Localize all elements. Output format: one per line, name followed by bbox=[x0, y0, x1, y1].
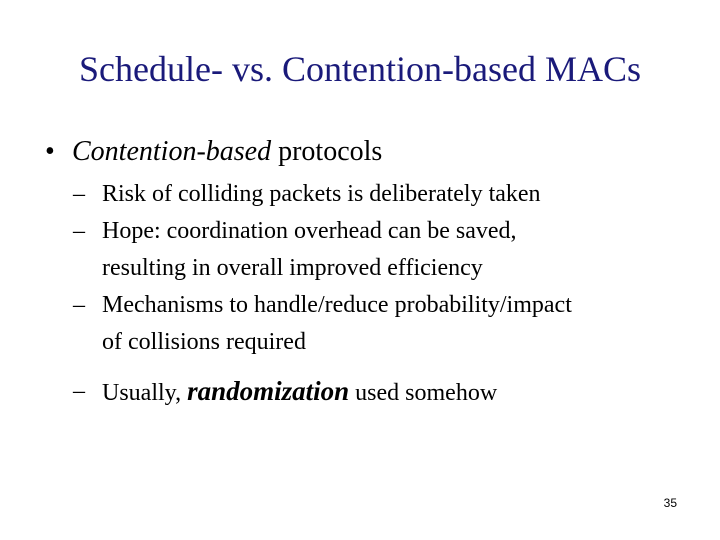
sub-bullet-hope bbox=[73, 213, 693, 287]
sub-bullet-line: of collisions required bbox=[102, 329, 306, 355]
dash-marker: – bbox=[73, 378, 85, 404]
bullet-text: protocols bbox=[271, 136, 383, 167]
sub-bullet-line: Risk of colliding packets is deliberately taken bbox=[102, 181, 541, 207]
dash-marker: – bbox=[73, 218, 85, 244]
bullet-marker: • bbox=[45, 136, 55, 167]
sub-bullet-line bbox=[102, 373, 693, 412]
randomization-emphasis: randomization bbox=[187, 376, 350, 406]
randomization-suffix: used somehow bbox=[349, 380, 498, 406]
bullet-emphasis: Contention-based bbox=[72, 136, 272, 167]
sub-bullet-line: Hope: coordination overhead can be saved, bbox=[102, 218, 517, 244]
sub-bullet-mechanisms bbox=[73, 287, 693, 361]
sub-bullet-randomization bbox=[73, 373, 693, 412]
slide-title: Schedule- vs. Contention-based MACs bbox=[79, 49, 641, 89]
randomization-prefix: Usually, bbox=[102, 380, 188, 406]
page-number: 35 bbox=[663, 496, 677, 510]
sub-bullet-list bbox=[73, 176, 693, 412]
dash-marker: – bbox=[73, 181, 85, 207]
sub-bullet-risk bbox=[73, 176, 693, 213]
main-bullet bbox=[45, 135, 382, 169]
sub-bullet-line: resulting in overall improved efficiency bbox=[102, 255, 483, 281]
dash-marker: – bbox=[73, 292, 85, 318]
sub-bullet-line: Mechanisms to handle/reduce probability/impact bbox=[102, 292, 572, 318]
